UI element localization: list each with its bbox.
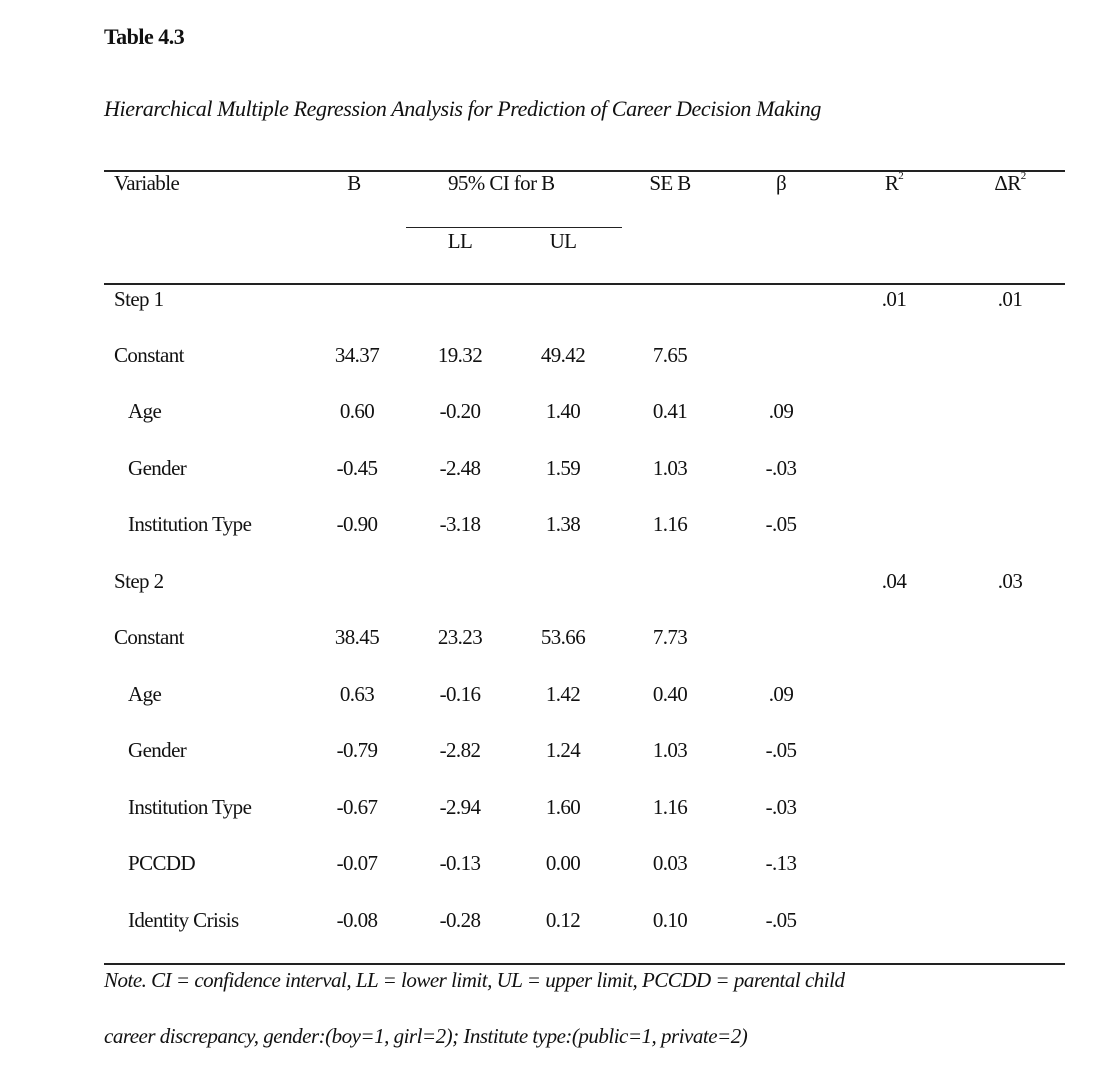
table-title: Hierarchical Multiple Regression Analysis for Prediction of Career Decision Making [104, 96, 821, 121]
row-beta: -.13 [765, 851, 797, 875]
step-2-r2: .04 [881, 569, 907, 593]
row-ul: 1.42 [545, 682, 581, 706]
row-beta: .09 [768, 682, 794, 706]
row-se-b: 7.65 [652, 343, 688, 367]
row-variable: Age [128, 682, 162, 706]
row-ul: 53.66 [540, 625, 586, 649]
row-beta: -.05 [765, 738, 797, 762]
step-1-r2: .01 [881, 287, 907, 311]
row-variable: Gender [128, 456, 187, 480]
row-beta: -.05 [765, 512, 797, 536]
header-b: B [347, 171, 361, 195]
row-se-b: 7.73 [652, 625, 688, 649]
row-b: 34.37 [334, 343, 380, 367]
row-ll: 19.32 [437, 343, 483, 367]
row-variable: Constant [114, 343, 184, 367]
row-ll: -0.16 [439, 682, 481, 706]
step-2-delta-r2: .03 [997, 569, 1023, 593]
row-ll: -0.13 [439, 851, 481, 875]
header-rule [104, 283, 1065, 285]
top-rule [104, 170, 1065, 172]
row-ul: 1.38 [545, 512, 581, 536]
row-variable: Institution Type [128, 512, 252, 536]
row-variable: Identity Crisis [128, 908, 239, 932]
table-note-line-1: Note. CI = confidence interval, LL = lower limit, UL = upper limit, PCCDD = parental child [104, 968, 845, 992]
row-se-b: 0.41 [652, 399, 688, 423]
row-ll: -0.20 [439, 399, 481, 423]
row-ll: -3.18 [439, 512, 481, 536]
row-variable: PCCDD [128, 851, 196, 875]
row-variable: Institution Type [128, 795, 252, 819]
row-beta: .09 [768, 399, 794, 423]
row-beta: -.03 [765, 456, 797, 480]
row-b: -0.45 [336, 456, 378, 480]
row-se-b: 1.16 [652, 795, 688, 819]
row-ul: 1.40 [545, 399, 581, 423]
row-variable: Age [128, 399, 162, 423]
row-beta: -.03 [765, 795, 797, 819]
step-1-delta-r2: .01 [997, 287, 1023, 311]
row-se-b: 0.10 [652, 908, 688, 932]
ci-rule [406, 227, 622, 228]
header-beta: β [775, 171, 787, 195]
step-2-label: Step 2 [114, 569, 164, 593]
bottom-rule [104, 963, 1065, 965]
row-b: -0.67 [336, 795, 378, 819]
row-variable: Constant [114, 625, 184, 649]
row-ul: 0.00 [545, 851, 581, 875]
row-ul: 1.60 [545, 795, 581, 819]
row-b: 0.63 [339, 682, 375, 706]
header-r2: $R^2$ [884, 170, 904, 195]
row-ul: 1.24 [545, 738, 581, 762]
header-ul: UL [549, 229, 577, 253]
row-b: -0.08 [336, 908, 378, 932]
header-ll: LL [447, 229, 473, 253]
row-se-b: 0.03 [652, 851, 688, 875]
row-se-b: 0.40 [652, 682, 688, 706]
row-ll: -2.94 [439, 795, 481, 819]
row-ll: 23.23 [437, 625, 483, 649]
row-ll: -2.82 [439, 738, 481, 762]
row-b: 38.45 [334, 625, 380, 649]
step-1-label: Step 1 [114, 287, 164, 311]
header-ci: 95% CI for B [448, 171, 555, 195]
row-ul: 49.42 [540, 343, 586, 367]
row-ul: 0.12 [545, 908, 581, 932]
row-ul: 1.59 [545, 456, 581, 480]
row-ll: -0.28 [439, 908, 481, 932]
row-b: -0.79 [336, 738, 378, 762]
row-b: -0.07 [336, 851, 378, 875]
row-se-b: 1.03 [652, 738, 688, 762]
row-se-b: 1.16 [652, 512, 688, 536]
header-variable: Variable [114, 171, 180, 195]
row-variable: Gender [128, 738, 187, 762]
table-number: Table 4.3 [104, 24, 185, 49]
header-se-b: SE B [649, 171, 691, 195]
row-b: 0.60 [339, 399, 375, 423]
row-b: -0.90 [336, 512, 378, 536]
row-se-b: 1.03 [652, 456, 688, 480]
header-delta-r2: $\Delta R^2$ [994, 170, 1026, 195]
row-ll: -2.48 [439, 456, 481, 480]
row-beta: -.05 [765, 908, 797, 932]
table-note-line-2: career discrepancy, gender:(boy=1, girl=2); Institute type:(public=1, private=2) [104, 1024, 748, 1048]
